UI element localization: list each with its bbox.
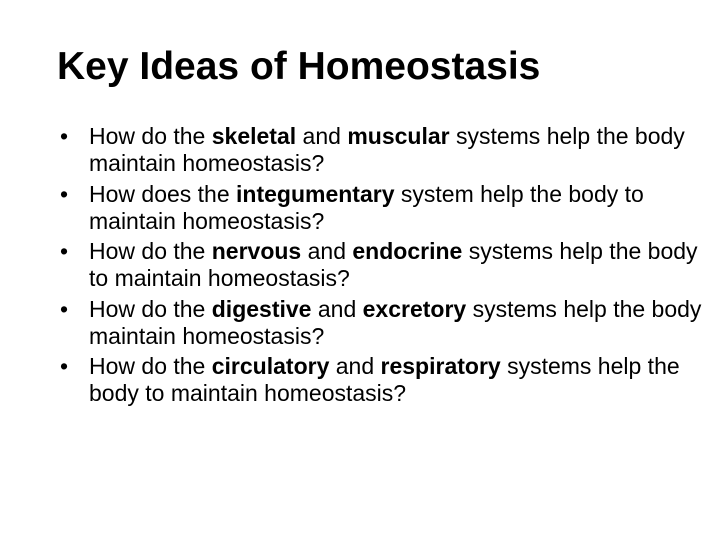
bullet-keyword: respiratory <box>380 353 501 379</box>
bullet-item <box>60 238 720 292</box>
bullet-text: systems help the body to maintain homeostasis? <box>89 238 698 291</box>
bullet-text: How does the <box>89 180 237 207</box>
bullet-keyword: endocrine <box>352 238 463 264</box>
bullet-keyword: integumentary <box>236 180 395 207</box>
bullet-list <box>60 123 720 411</box>
bullet-text: systems help the body to maintain homeostasis? <box>89 353 680 406</box>
bullet-text: How do the <box>89 123 212 149</box>
bullet-text: systems help the body maintain homeostasis? <box>89 295 702 349</box>
bullet-icon: • <box>60 180 69 207</box>
bullet-text: systems help the body maintain homeostasis? <box>89 123 685 176</box>
bullet-icon: • <box>60 238 69 264</box>
bullet-item <box>60 181 720 235</box>
bullet-item <box>60 123 720 177</box>
bullet-text: and <box>311 295 363 322</box>
bullet-text: How do the <box>89 238 212 264</box>
bullet-icon: • <box>60 353 69 379</box>
bullet-keyword: nervous <box>211 238 302 264</box>
bullet-text: How do the <box>89 295 212 322</box>
bullet-text: and <box>296 123 348 149</box>
bullet-keyword: circulatory <box>211 353 330 379</box>
bullet-text: How do the <box>89 353 212 379</box>
slide-title: Key Ideas of Homeostasis <box>57 45 541 88</box>
bullet-text: and <box>301 238 353 264</box>
bullet-icon: • <box>60 123 69 149</box>
bullet-icon: • <box>60 295 69 322</box>
bullet-keyword: skeletal <box>211 123 297 149</box>
bullet-keyword: muscular <box>347 123 450 149</box>
bullet-item <box>60 353 720 407</box>
bullet-item <box>60 296 720 350</box>
bullet-text: system help the body to maintain homeostasis? <box>89 180 644 234</box>
bullet-text: and <box>329 353 381 379</box>
bullet-keyword: excretory <box>362 295 467 322</box>
bullet-keyword: digestive <box>211 295 312 322</box>
